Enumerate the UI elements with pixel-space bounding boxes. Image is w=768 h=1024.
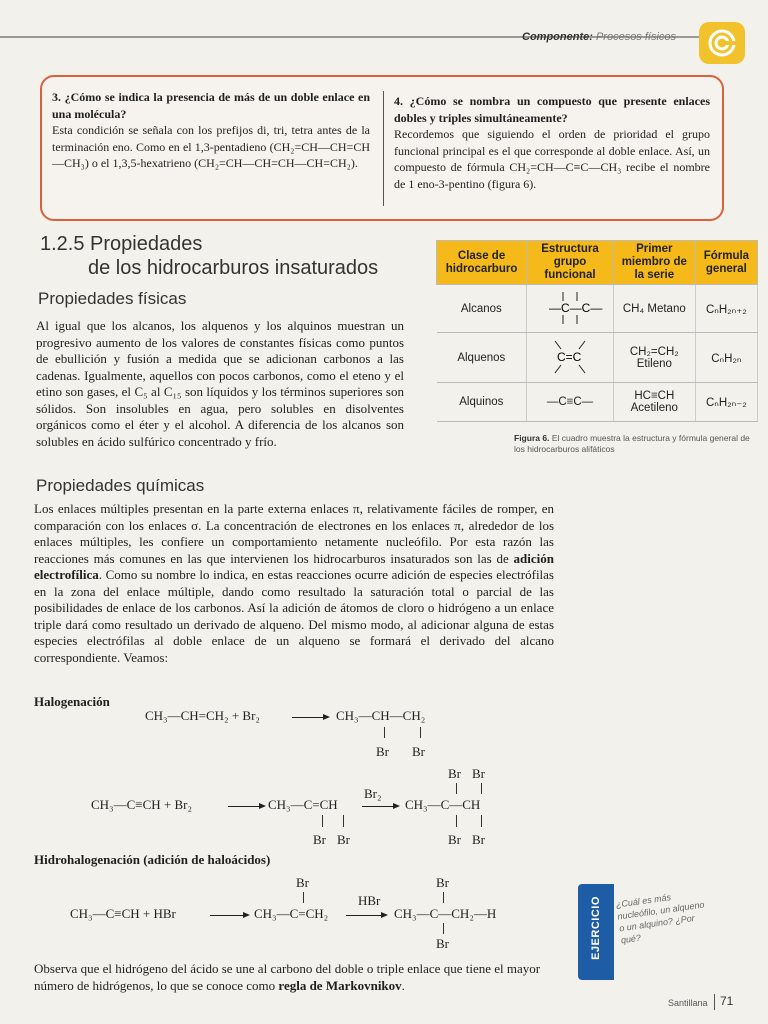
alkane-structure-icon	[527, 285, 614, 333]
bond-line	[303, 892, 304, 903]
bond-line	[443, 892, 444, 903]
bond-line	[343, 815, 344, 827]
bond-line	[481, 783, 482, 794]
reaction-arrow	[228, 806, 264, 807]
electrophilic-addition-term: adición electrofílica	[34, 550, 554, 582]
bromine-substituent: Br	[296, 875, 309, 890]
alkene-class: Alquenos	[437, 333, 527, 383]
bromine-substituent: Br	[436, 936, 449, 951]
hydrohalogenation-label: Hidrohalogenación (adición de haloácidos)	[34, 852, 271, 867]
question-4	[394, 93, 710, 192]
hydrohalogenation-intermediate: CH₃—C=CH₂	[254, 906, 329, 921]
bromine-substituent: Br	[337, 832, 350, 847]
question-4-body: Recordemos que siguiendo el orden de prioridad el grupo funcional principal es el que corresponde al doble enlace. Así, un compuesto de fórmula CH₂=CH—C≡C—CH₃ recibe el nombre de 1 eno-3-pentino (figura 6).	[394, 127, 710, 191]
alkene-structure-icon	[527, 333, 614, 383]
footer-divider	[714, 994, 715, 1010]
question-divider	[383, 91, 384, 206]
component-label: Componente: Procesos físicos	[522, 31, 677, 43]
bromine-reagent: Br₂	[364, 786, 382, 801]
table-row	[437, 383, 758, 422]
spiral-logo-icon	[699, 22, 745, 64]
alkene-first-member-formula: CH₂=CH₂	[629, 345, 679, 358]
figure-caption-label: Figura 6.	[514, 433, 550, 443]
bond-line	[443, 923, 444, 934]
bond-line	[456, 815, 457, 827]
reaction-arrow	[292, 717, 328, 718]
halogenation-label: Halogenación	[34, 694, 110, 709]
hydrocarbon-table	[436, 240, 758, 422]
exercise-tab	[578, 884, 614, 980]
physical-properties-text: Al igual que los alcanos, los alquenos y los alquinos muestran un progresivo aumento de los valores de constantes físicas como puntos de ebullición y fusión a medida que se adicionan carbonos a las cadenas. Igualmente, aquellos con pocos carbonos, como el eteno y el etino son gases, el C₅ al C₁₅ son líquidos y los términos superiores son sólidos. Son insolubles en agua, pero solubles en disolventes orgánicos como el éter y el alcohol. A diferencia de los alcanos son solubles en ácido sulfúrico concentrado y frío.	[36, 318, 404, 449]
alkyne-halogenation-intermediate: CH₃—C=CH	[268, 797, 338, 812]
alkene-first-member	[613, 333, 695, 383]
bromine-substituent: Br	[412, 744, 425, 759]
reaction-arrow	[362, 806, 398, 807]
component-value: Procesos físicos	[595, 31, 677, 43]
physical-properties-heading: Propiedades físicas	[38, 289, 187, 308]
table-row	[437, 333, 758, 383]
alkane-formula: CₙH₂ₙ₊₂	[695, 285, 757, 333]
bromine-substituent: Br	[313, 832, 326, 847]
bromine-substituent: Br	[376, 744, 389, 759]
reaction-arrow	[210, 915, 248, 916]
section-heading-line1: 1.2.5 Propiedades	[40, 233, 203, 255]
bond-line	[384, 727, 385, 738]
bromine-substituent: Br	[448, 766, 461, 781]
question-3-title: 3. ¿Cómo se indica la presencia de más de un doble enlace en una molécula?	[52, 90, 370, 121]
alkene-formula: CₙH₂ₙ	[695, 333, 757, 383]
hbr-reagent: HBr	[358, 893, 381, 908]
markovnikov-note: Observa que el hidrógeno del ácido se une al carbono del doble o triple enlace que tiene el mayor número de hidrógenos, lo que se conoce como regla de Markovnikov.	[34, 961, 541, 993]
alkyne-first-member-formula: HC≡CH	[634, 390, 675, 402]
svg-text:C=C: C=C	[556, 350, 582, 364]
bond-line	[322, 815, 323, 827]
alkane-class: Alcanos	[437, 285, 527, 333]
figure-caption-text: El cuadro muestra la estructura y fórmula general de los hidrocarburos alifáticos	[514, 433, 750, 454]
hydrohalogenation-product: CH₃—C—CH₂—H	[394, 906, 497, 921]
svg-text:—C—C—: —C—C—	[548, 301, 603, 315]
question-3-body: Esta condición se señala con los prefijos di, tri, tetra antes de la terminación eno. Como en el 1,3-pentadieno (CH₂=CH—CH=CH—CH₃) o el 1,3,5-hexatrieno (CH₂=CH—CH=CH—CH=CH₂).	[52, 123, 370, 170]
halogenation-reactants: CH₃—CH=CH₂ + Br₂	[145, 708, 260, 723]
alkyne-structure: —C≡C—	[527, 383, 614, 422]
table-header-class: Clase de hidrocarburo	[437, 241, 527, 285]
bromine-substituent: Br	[472, 832, 485, 847]
bond-line	[456, 783, 457, 794]
bond-line	[481, 815, 482, 827]
question-box	[40, 75, 724, 221]
halogenation-product: CH₃—CH—CH₂	[336, 708, 426, 723]
bromine-substituent: Br	[448, 832, 461, 847]
hydrohalogenation-reactants: CH₃—C≡CH + HBr	[70, 906, 176, 921]
section-heading	[40, 232, 378, 280]
alkyne-class: Alquinos	[437, 383, 527, 422]
bromine-substituent: Br	[436, 875, 449, 890]
question-4-title: 4. ¿Cómo se nombra un compuesto que presente enlaces dobles y triples simultáneamente?	[394, 94, 710, 125]
section-heading-line2: de los hidrocarburos insaturados	[88, 257, 379, 279]
publisher-brand: Santillana	[668, 998, 708, 1008]
bromine-substituent: Br	[472, 766, 485, 781]
reaction-arrow	[346, 915, 386, 916]
bond-line	[420, 727, 421, 738]
alkane-first-member: CH₄ Metano	[613, 285, 695, 333]
chemical-properties-heading: Propiedades químicas	[36, 476, 205, 495]
markovnikov-rule-term: regla de Markovnikov	[278, 978, 402, 993]
table-header-formula: Fórmula general	[695, 241, 757, 285]
figure-caption	[514, 433, 754, 455]
page-number: 71	[720, 994, 734, 1008]
table-row	[437, 285, 758, 333]
alkyne-halogenation-reactants: CH₃—C≡CH + Br₂	[91, 797, 193, 812]
question-3	[52, 89, 370, 172]
alkyne-formula: CₙH₂ₙ₋₂	[695, 383, 757, 422]
alkyne-first-member-name: Acetileno	[630, 402, 678, 414]
table-header-structure: Estructura grupo funcional	[527, 241, 614, 285]
exercise-tab-label: EJERCICIO	[590, 896, 602, 960]
chemical-properties-text: Los enlaces múltiples presentan en la parte externa enlaces π, relativamente fáciles de romper, en comparación con los enlaces σ. La concentración de electrones en los enlaces π, alrededor de los enlaces múltiples, les confiere un comportamiento netamente nucleófilo. Por esta razón las reacciones más comunes en las que intervienen los hidrocarburos insaturados son las de adición electrofílica. Como su nombre lo indica, en estas reacciones ocurre adición de especies electrófilas en la zona del enlace múltiple, dando como resultado la saturación total o parcial de las posibilidades de enlace de los carbonos. Así la adición de átomos de cloro o hidrógeno a un enlace triple dará como resultado un derivado de alqueno. Del mismo modo, al adicionar alguna de estas especies electrófilas al doble enlace de un alqueno se formará el derivado del alcano correspondiente. Veamos:	[34, 501, 554, 665]
table-header-first-member: Primer miembro de la serie	[613, 241, 695, 285]
alkyne-halogenation-product: CH₃—C—CH	[405, 797, 481, 812]
exercise-question: ¿Cuál es más nucleófilo, un alqueno o un alquino? ¿Por qué?	[615, 892, 706, 946]
alkyne-first-member	[613, 383, 695, 422]
alkene-first-member-name: Etileno	[636, 357, 672, 370]
